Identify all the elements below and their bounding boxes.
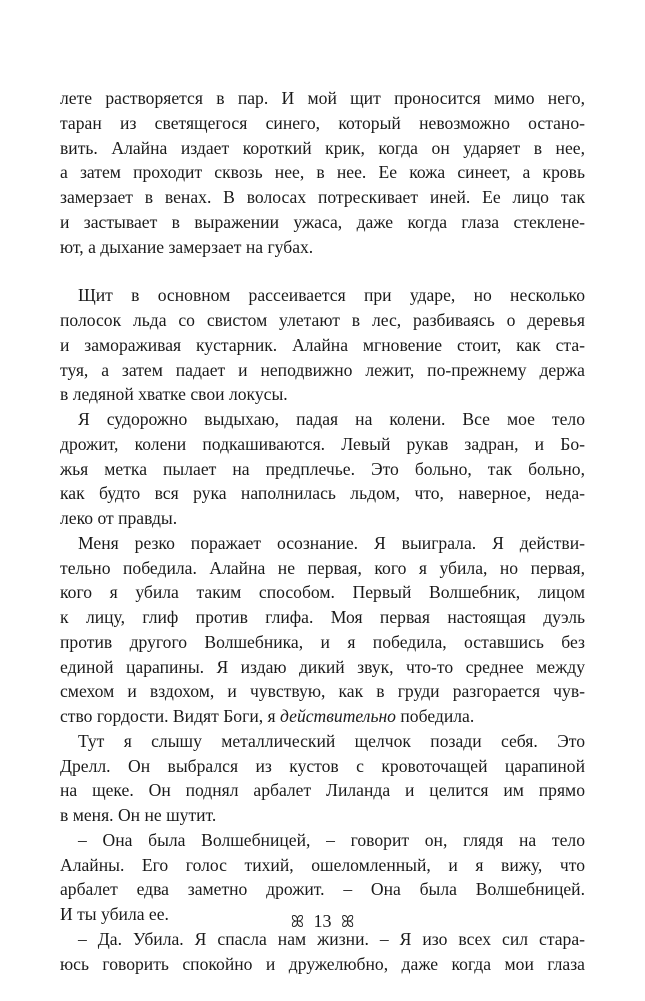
- text-line: вить. Алайна издает короткий крик, когда он ударяет в нее,: [60, 137, 585, 158]
- text-line: таран из светящегося синего, который невозможно останo-: [60, 112, 585, 133]
- text-line: леко от правды.: [60, 508, 178, 528]
- text-line: тельно победила. Алайна не первая, кого я убила, но первая,: [60, 557, 585, 578]
- text-line: юсь говорить спокойно и дружелюбно, даже когда мои глаза: [60, 953, 585, 974]
- text-line: замерзает в венах. В волосах потрескивает иней. Ее лицо так: [60, 187, 585, 207]
- text-line: против другого Волшебника, и я победила, оставшись без: [60, 631, 585, 652]
- text-run: ство гордости. Видят Боги, я: [60, 706, 281, 726]
- italic-emphasis: действительно: [280, 706, 396, 726]
- text-line: арбалет едва заметно дрожит. – Она была Волшебницей.: [60, 879, 585, 900]
- text-line: единой царапины. Я издаю дикий звук, что-то среднее между: [60, 656, 585, 677]
- text-line: полосок льда со свистом улетают в лес, разбиваясь о деревья: [60, 310, 585, 330]
- text-line: смехом и вздохом, и чувствую, как в груди разгорается чув-: [60, 681, 585, 702]
- text-line: Алайны. Его голос тихий, ошеломленный, и я вижу, что: [60, 854, 585, 875]
- text-line: на щеке. Он поднял арбалет Лиланда и целится им прямо: [60, 780, 585, 801]
- text-line: как будто вся рука наполнилась льдом, что, наверное, неда-: [60, 483, 585, 504]
- paragraph: [60, 407, 585, 531]
- text-line: и замораживая кустарник. Алайна мгновение стоит, как ста-: [60, 334, 585, 355]
- section-break: [60, 259, 585, 283]
- paragraph: [60, 729, 585, 828]
- text-run: победила.: [395, 706, 475, 726]
- text-line: Дрелл. Он выбрался из кустов с кровоточащей царапиной: [60, 755, 585, 776]
- paragraph: [60, 283, 585, 407]
- text-line: Щит в основном рассеивается при ударе, но несколько: [78, 285, 585, 306]
- text-line: кого я убила таким способом. Первый Волшебник, лицом: [60, 582, 585, 603]
- text-line: туя, а затем падает и неподвижно лежит, по-прежнему держа: [60, 359, 585, 380]
- text-line: Я судорожно выдыхаю, падая на колени. Все мое тело: [78, 409, 585, 429]
- text-line: Меня резко поражает осознание. Я выиграла. Я действи-: [78, 532, 585, 553]
- text-line: в ледяной хватке свои локусы.: [60, 384, 288, 405]
- page-number: 13: [313, 911, 332, 931]
- text-line: лете растворяется в пар. И мой щит проносится мимо него,: [60, 88, 585, 108]
- text-line: в меня. Он не шутит.: [60, 805, 217, 825]
- paragraph: [60, 531, 585, 729]
- text-line: – Она была Волшебницей, – говорит он, глядя на тело: [78, 829, 585, 850]
- ornament-left-icon: ꕤ: [290, 914, 304, 931]
- text-line: И ты убила ее.: [60, 904, 169, 924]
- paragraph-continuation: [60, 86, 585, 259]
- text-line: дрожит, колени подкашиваются. Левый рукав задран, и Бо-: [60, 433, 585, 454]
- text-line: и застывает в выражении ужаса, даже когда глаза стеклене-: [60, 211, 585, 232]
- text-line: а затем проходит сквозь нее, в нее. Ее кожа синеет, а кровь: [60, 162, 585, 183]
- text-line: ют, а дыхание замерзает на губах.: [60, 236, 314, 257]
- ornament-right-icon: ꕤ: [341, 914, 355, 931]
- text-line: [60, 704, 585, 729]
- text-line: жья метка пылает на предплечье. Это больно, так больно,: [60, 458, 585, 479]
- page-number-footer: [0, 908, 645, 936]
- text-line: Тут я слышу металлический щелчок позади себя. Это: [78, 730, 585, 751]
- text-line: к лицу, глиф против глифа. Моя первая настоящая дуэль: [60, 607, 585, 627]
- text-line: – Да. Убила. Я спасла нам жизни. – Я изо всех сил стара-: [78, 928, 585, 949]
- book-page-text: [60, 86, 585, 976]
